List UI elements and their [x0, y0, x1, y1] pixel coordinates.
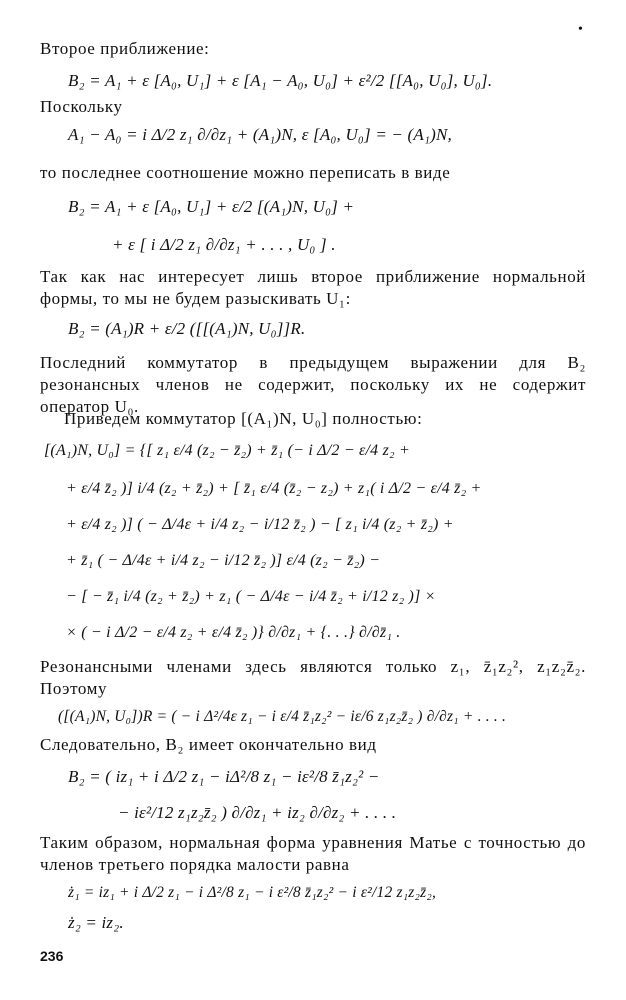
- paragraph-since: Поскольку: [40, 97, 123, 116]
- equation-z1-dot: ż₁ = iz₁ + i Δ/2 z₁ − i Δ²/8 z₁ − i ε²/8 z̄₁z₂² − i ε²/12 z₁z₂z̄₂,: [68, 884, 437, 901]
- paragraph-mathieu-normal-form: Таким образом, нормальная форма уравнения Матье с точностью до членов третьего порядка малости равна: [40, 833, 586, 874]
- paragraph-consequently: Следовательно, B₂ имеет окончательно вид: [40, 735, 377, 754]
- paragraph-full-commutator: Приведем коммутатор [(A₁)N, U₀] полностью:: [64, 409, 423, 428]
- equation-b2-rewrite-line1: B₂ = A₁ + ε [A₀, U₁] + ε/2 [(A₁)N, U₀] +: [68, 197, 355, 216]
- equation-b2-resonant: B₂ = (A₁)R + ε/2 ([[(A₁)N, U₀]]R.: [68, 319, 306, 338]
- equation-commutator-line5: − [ − z̄₁ i/4 (z₂ + z̄₂) + z₁ ( − Δ/4ε − i/4 z̄₂ + i/12 z₂ )] ×: [66, 588, 436, 605]
- equation-commutator-line1: [(A₁)N, U₀] = {[ z₁ ε/4 (z₂ − z̄₂) + z̄₁ (− i Δ/2 − ε/4 z₂ +: [44, 442, 410, 459]
- paragraph-last-commutator: Последний коммутатор в предыдущем выражении для B₂ резонансных членов не содержит, поскольку их не содержит оператор U₀.: [40, 353, 586, 416]
- equation-commutator-line2: + ε/4 z̄₂ )] i/4 (z₂ + z̄₂) + [ z̄₁ ε/4 (z̄₂ − z₂) + z₁( i Δ/2 − ε/4 z̄₂ +: [66, 480, 482, 497]
- equation-b2-definition: B₂ = A₁ + ε [A₀, U₁] + ε [A₁ − A₀, U₀] + ε²/2 [[A₀, U₀], U₀].: [68, 71, 493, 90]
- paragraph-resonant-terms: Резонансными членами здесь являются только z₁, z̄₁z₂², z₁z₂z̄₂. Поэтому: [40, 657, 586, 698]
- paragraph-normal-form: Так как нас интересует лишь второе приближение нормальной формы, то мы не будем разыскивать U₁:: [40, 267, 586, 308]
- equation-resonant-commutator: ([(A₁)N, U₀])R = ( − i Δ²/4ε z₁ − i ε/4 z̄₁z₂² − iε/6 z₁z₂z̄₂ ) ∂/∂z₁ + . . . .: [58, 708, 507, 725]
- equation-b2-final-line1: B₂ = ( iz₁ + i Δ/2 z₁ − iΔ²/8 z₁ − iε²/8 z̄₁z₂² −: [68, 767, 380, 786]
- equation-b2-rewrite-line2: + ε [ i Δ/2 z₁ ∂/∂z₁ + . . . , U₀ ] .: [112, 235, 336, 254]
- paragraph-rewrite: то последнее соотношение можно переписать в виде: [40, 163, 451, 182]
- equation-z2-dot: ż₂ = iz₂.: [68, 913, 124, 932]
- equation-commutator-line6: × ( − i Δ/2 − ε/4 z₂ + ε/4 z̄₂ )} ∂/∂z₁ + {. . .} ∂/∂z̄₁ .: [66, 624, 401, 641]
- corner-dot: •: [578, 22, 583, 37]
- equation-commutator-line3: + ε/4 z₂ )] ( − Δ/4ε + i/4 z₂ − i/12 z̄₂ ) − [ z₁ i/4 (z₂ + z̄₂) +: [66, 516, 454, 533]
- equation-a1-minus-a0: A₁ − A₀ = i Δ/2 z₁ ∂/∂z₁ + (A₁)N, ε [A₀, U₀] = − (A₁)N,: [68, 125, 452, 144]
- equation-commutator-line4: + z̄₁ ( − Δ/4ε + i/4 z₂ − i/12 z̄₂ )] ε/4 (z₂ − z̄₂) −: [66, 552, 381, 569]
- equation-b2-final-line2: − iε²/12 z₁z₂z̄₂ ) ∂/∂z₁ + iz₂ ∂/∂z₂ + . . . .: [118, 803, 397, 822]
- page-number: 236: [40, 948, 64, 964]
- paragraph-second-approximation: Второе приближение:: [40, 39, 210, 58]
